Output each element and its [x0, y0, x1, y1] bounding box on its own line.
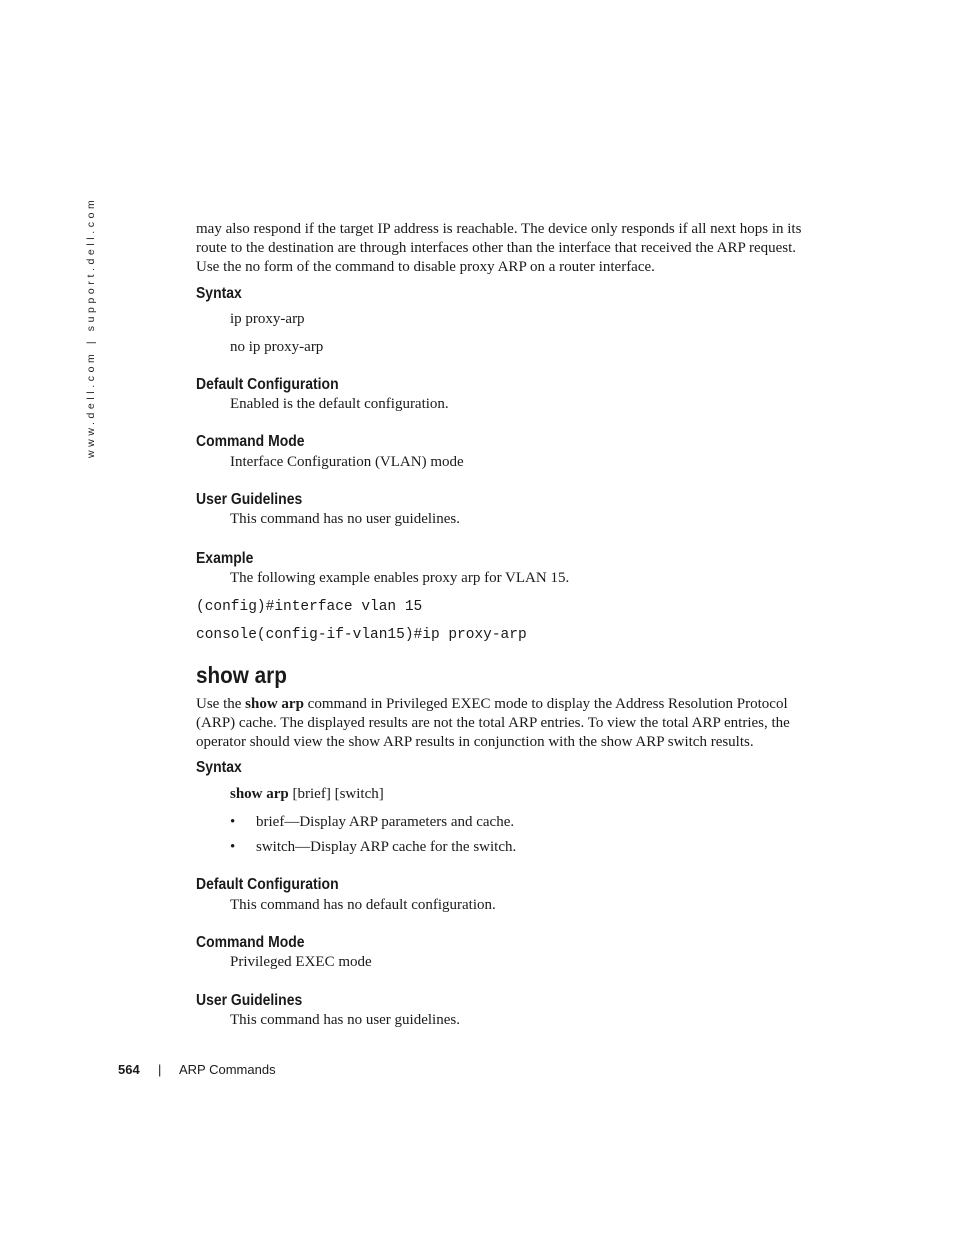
description-suffix: command in Privileged EXEC mode to display the Address Resolution Protocol (ARP) cache. The displayed results are not the total ARP entries. To view the total ARP entries, the operator should view the show ARP results in conjunction with the show ARP switch results. — [196, 696, 790, 750]
description-paragraph — [196, 695, 816, 752]
intro-paragraph: may also respond if the target IP address is reachable. The device only responds if all next hops in its route to the destination are through interfaces other than the interface that received the ARP request. Use the no form of the command to disable proxy ARP on a router interface. — [196, 221, 802, 275]
parameter-list — [196, 813, 816, 857]
syntax-heading: Syntax — [196, 759, 242, 776]
list-item-text: brief—Display ARP parameters and cache. — [256, 814, 515, 830]
list-item — [196, 838, 816, 857]
command-mode-heading: Command Mode — [196, 934, 305, 951]
default-config-heading: Default Configuration — [196, 376, 339, 393]
user-guidelines-heading: User Guidelines — [196, 992, 303, 1009]
list-item-text: switch—Display ARP cache for the switch. — [256, 839, 517, 855]
page-content — [196, 220, 816, 1030]
description-prefix: Use the — [196, 696, 246, 712]
code-line: console(config-if-vlan15)#ip proxy-arp — [196, 627, 527, 643]
default-config-heading: Default Configuration — [196, 876, 339, 893]
example-text: The following example enables proxy arp for VLAN 15. — [230, 570, 570, 586]
list-item — [196, 813, 816, 832]
command-mode-text: Privileged EXEC mode — [230, 954, 372, 970]
syntax-heading: Syntax — [196, 285, 242, 302]
syntax-command: show arp — [230, 786, 289, 802]
syntax-args: [brief] [switch] — [288, 786, 384, 802]
code-line: (config)#interface vlan 15 — [196, 599, 423, 615]
command-mode-heading: Command Mode — [196, 433, 305, 450]
default-config-text: Enabled is the default configuration. — [230, 396, 449, 412]
sidebar-url-text: www.dell.com | support.dell.com — [85, 196, 97, 458]
default-config-text: This command has no default configuration. — [230, 897, 496, 913]
section-title: show arp — [196, 662, 287, 688]
command-mode-text: Interface Configuration (VLAN) mode — [230, 454, 464, 470]
user-guidelines-heading: User Guidelines — [196, 491, 303, 508]
bullet-icon: • — [230, 839, 236, 855]
description-command: show arp — [245, 696, 304, 712]
footer-separator: | — [158, 1062, 162, 1077]
user-guidelines-text: This command has no user guidelines. — [230, 511, 460, 527]
chapter-title: ARP Commands — [179, 1062, 276, 1077]
syntax-line — [196, 785, 816, 804]
example-heading: Example — [196, 550, 254, 567]
page-footer — [118, 1062, 276, 1077]
page-number: 564 — [118, 1062, 140, 1077]
syntax-line: no ip proxy-arp — [230, 339, 324, 355]
syntax-line: ip proxy-arp — [230, 311, 305, 327]
bullet-icon: • — [230, 814, 236, 830]
user-guidelines-text: This command has no user guidelines. — [230, 1012, 460, 1028]
